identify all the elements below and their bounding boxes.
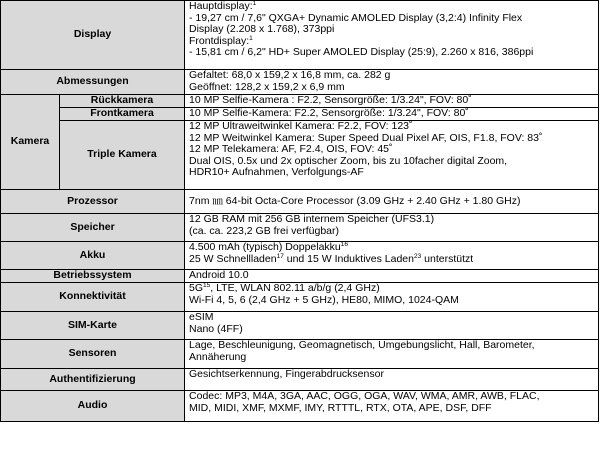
sensors-line: Annäherung: [189, 350, 247, 363]
triple-camera-line: 12 MP Ultraweitwinkel Kamera: F2.2, FOV: 123˚: [189, 120, 413, 132]
triple-camera-line: 12 MP Telekamera: AF, F2.4, OIS, FOV: 45˚: [189, 143, 393, 156]
row-front-camera: [1, 108, 599, 121]
audio-label: Audio: [1, 391, 185, 422]
row-processor: [1, 190, 599, 214]
row-dimensions: [1, 70, 599, 95]
display-label: Display: [1, 1, 185, 70]
sensors-value: [185, 340, 599, 369]
main-display-heading: Hauptdisplay:: [189, 0, 253, 12]
row-connectivity: [1, 283, 599, 312]
auth-value: Gesichtserkennung, Fingerabdrucksensor: [185, 369, 599, 391]
footnote-marker: 1: [252, 0, 257, 7]
footnote-marker: 1: [249, 34, 253, 42]
triple-camera-line: 12 MP Weitwinkel Kamera: Super Speed Dual Pixel AF, OIS, F1.8, FOV: 83˚: [189, 131, 543, 144]
storage-label: Speicher: [1, 214, 185, 242]
footnote-marker: 16: [340, 241, 348, 248]
triple-camera-line: HDR10+ Aufnahmen, Verfolgungs-AF: [189, 166, 364, 179]
footnote-marker: 17: [276, 252, 284, 260]
triple-camera-label: Triple Kamera: [60, 121, 185, 190]
dimensions-label: Abmessungen: [1, 70, 185, 95]
auth-label: Authentifizierung: [1, 369, 185, 391]
sim-line: eSIM: [189, 311, 214, 323]
sim-value: [185, 312, 599, 340]
display-value: [185, 1, 599, 70]
main-display-line: Display (2.208 x 1.768), 373ppi: [189, 23, 335, 36]
sensors-line: Lage, Beschleunigung, Geomagnetisch, Umgebungslicht, Hall, Barometer,: [189, 339, 535, 351]
row-rear-camera: [1, 95, 599, 108]
front-display-line: - 15,81 cm / 6,2" HD+ Super AMOLED Display (25:9), 2.260 x 816, 386ppi: [189, 46, 534, 59]
os-value: Android 10.0: [185, 270, 599, 283]
rear-camera-value: 10 MP Selfie-Kamera : F2.2, Sensorgröße: 1/3.24", FOV: 80˚: [185, 95, 599, 108]
connectivity-5g: 5G: [189, 282, 204, 294]
front-display-heading: Frontdisplay:: [189, 34, 250, 47]
footnote-marker: 15: [203, 282, 211, 289]
front-camera-label: Frontkamera: [60, 108, 185, 121]
triple-camera-value: [185, 121, 599, 190]
main-display-line: - 19,27 cm / 7,6" QXGA+ Dynamic AMOLED Display (3,2:4) Infinity Flex: [189, 11, 523, 24]
row-display: [1, 1, 599, 70]
dimensions-value: [185, 70, 599, 95]
row-sensors: [1, 340, 599, 369]
front-camera-value: 10 MP Selfie-Kamera: F2.2, Sensorgröße: 1/3.24", FOV: 80˚: [185, 108, 599, 121]
row-battery: [1, 242, 599, 270]
sim-line: Nano (4FF): [189, 322, 243, 335]
processor-value: 7nm ㎚ 64-bit Octa-Core Processor (3.09 GHz + 2.40 GHz + 1.80 GHz): [185, 190, 599, 214]
connectivity-value: [185, 283, 599, 312]
row-triple-camera: [1, 121, 599, 190]
battery-wireless-charge: und 15 W Induktives Laden: [283, 252, 414, 265]
connectivity-wifi: Wi-Fi 4, 5, 6 (2,4 GHz + 5 GHz), HE80, MIMO, 1024-QAM: [189, 293, 459, 306]
triple-camera-line: Dual OIS, 0.5x und 2x optischer Zoom, bis zu 10facher digital Zoom,: [189, 154, 508, 167]
storage-line: (ca. ca. 223,2 GB frei verfügbar): [189, 224, 339, 237]
row-audio: [1, 391, 599, 422]
connectivity-label: Konnektivität: [1, 283, 185, 312]
audio-value: [185, 391, 599, 422]
battery-value: [185, 242, 599, 270]
processor-label: Prozessor: [1, 190, 185, 214]
storage-value: [185, 214, 599, 242]
row-auth: [1, 369, 599, 391]
row-sim: [1, 312, 599, 340]
dimensions-folded: Gefaltet: 68,0 x 159,2 x 16,8 mm, ca. 282 g: [189, 69, 391, 81]
dimensions-unfolded: Geöffnet: 128,2 x 159,2 x 6,9 mm: [189, 80, 345, 93]
connectivity-wlan: , LTE, WLAN 802.11 a/b/g (2,4 GHz): [210, 282, 380, 294]
battery-capacity: 4.500 mAh (typisch) Doppelakku: [189, 241, 341, 253]
storage-line: 12 GB RAM mit 256 GB internem Speicher (UFS3.1): [189, 213, 435, 225]
row-storage: [1, 214, 599, 242]
camera-label: Kamera: [1, 95, 60, 190]
audio-codec-line: MID, MIDI, XMF, MXMF, IMY, RTTTL, RTX, OTA, APE, DSF, DFF: [189, 401, 492, 414]
battery-label: Akku: [1, 242, 185, 270]
os-label: Betriebssystem: [1, 270, 185, 283]
footnote-marker: 23: [413, 252, 422, 260]
row-os: [1, 270, 599, 283]
rear-camera-label: Rückkamera: [60, 95, 185, 108]
battery-supported: unterstützt: [421, 252, 474, 265]
sensors-label: Sensoren: [1, 340, 185, 369]
battery-fast-charge: 25 W Schnellladen: [189, 252, 277, 265]
sim-label: SIM-Karte: [1, 312, 185, 340]
audio-codec-line: Codec: MP3, M4A, 3GA, AAC, OGG, OGA, WAV, WMA, AMR, AWB, FLAC,: [189, 390, 540, 402]
